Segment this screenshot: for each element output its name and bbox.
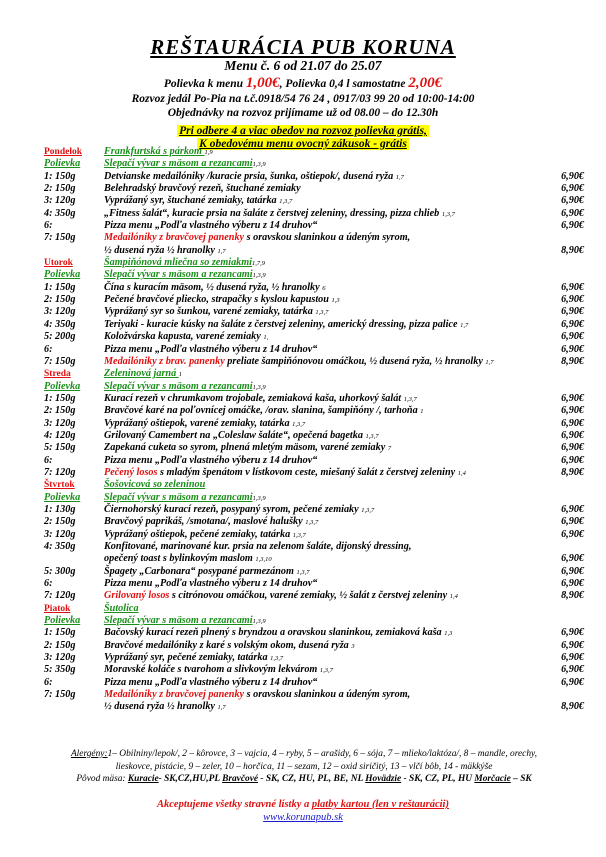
allergen-codes: 1,3,7 <box>361 506 375 514</box>
menu-row <box>44 590 584 602</box>
price: 6,90€ <box>561 676 584 688</box>
meat-type: Hovädzie <box>365 774 402 784</box>
price: 8,90€ <box>561 701 584 713</box>
dish-description: Slepačí vývar s mäsom a rezancami1,3,9 <box>104 269 266 281</box>
item-weight: 1: 150g <box>44 170 76 182</box>
dish-description: Pizza menu „Podľa vlastného výberu z 14 druhov“ <box>104 343 318 355</box>
item-weight: 5: 350g <box>44 664 76 676</box>
price: 8,90€ <box>561 244 584 256</box>
item-weight: 3: 120g <box>44 652 76 664</box>
restaurant-title: REŠTAURÁCIA PUB KORUNA <box>150 35 456 59</box>
menu-row <box>44 504 584 516</box>
meat-type: Kuracie <box>127 774 159 784</box>
allergen-codes: 1,3,7 <box>292 531 306 539</box>
price: 6,90€ <box>561 652 584 664</box>
item-weight: 7: 150g <box>44 355 76 367</box>
menu-row <box>44 467 584 479</box>
menu-row <box>44 615 584 627</box>
price: 6,90€ <box>561 306 584 318</box>
allergen-codes: 1,3,7 <box>292 420 306 428</box>
item-weight: 2: 150g <box>44 639 76 651</box>
dish-description: Bravčové medailóniky z karé s volským okom, dusená ryža 3 <box>104 639 355 651</box>
dish-description: Pečený losos s mladým špenátom v lístkovom ceste, miešaný šalát z čerstvej zeleniny 1,4 <box>104 466 466 478</box>
dish-description: Kurací rezeň v chrumkavom trojobale, zemiaková kaša, uhorkový šalát 1,3,7 <box>104 392 417 404</box>
allergen-codes: 1,7,9 <box>252 260 266 268</box>
price: 6,90€ <box>561 664 584 676</box>
dish-description: Šošovicová so zeleninou <box>104 479 206 491</box>
menu-row <box>44 306 584 318</box>
meat-type: Morčacie <box>474 774 511 784</box>
menu-row <box>44 677 584 689</box>
item-weight: 3: 120g <box>44 528 76 540</box>
card-payment-link[interactable]: platby kartou (len v reštaurácii) <box>311 799 449 810</box>
website-link[interactable]: www.korunapub.sk <box>263 812 343 823</box>
item-weight: 3: 120g <box>44 417 76 429</box>
dish-description: Pizza menu „Podľa vlastného výberu z 14 druhov“ <box>104 454 318 466</box>
dish-description: ½ dusená ryža ½ hranolky 1,7 <box>104 701 226 713</box>
allergen-codes: 1,4 <box>457 469 466 477</box>
allergen-codes: 1,3,7 <box>403 395 417 403</box>
menu-row <box>44 664 584 676</box>
allergen-codes: 1,3,7 <box>441 210 455 218</box>
soup-solo-price: 2,00€ <box>408 75 443 91</box>
price: 6,90€ <box>561 417 584 429</box>
menu-row <box>44 627 584 639</box>
item-weight: 2: 150g <box>44 294 76 306</box>
menu-row <box>44 553 584 565</box>
meat-countries: - SK, CZ, HU, PL, BE, NL <box>258 774 366 784</box>
allergen-codes: 1,3,7 <box>270 655 284 663</box>
allergen-codes: 6 <box>322 284 326 292</box>
item-weight: 4: 350g <box>44 541 76 552</box>
price: 6,90€ <box>561 578 584 590</box>
dish-description: Konfitované, marinované kur. prsia na zelenom šaláte, dijonský dressing, <box>104 541 412 552</box>
dish-description: Vyprážaný oštiepok, pečené zemiaky, tatárka 1,3,7 <box>104 528 306 540</box>
dish-description: Slepačí vývar s mäsom a rezancami1,3,9 <box>104 491 266 503</box>
allergen-codes: 1,3 <box>331 297 340 305</box>
allergen-codes: 1,3,9 <box>252 618 266 626</box>
item-weight: 6: <box>44 676 53 688</box>
menu-row <box>44 294 584 306</box>
menu-row <box>44 516 584 528</box>
allergen-codes: 1,7 <box>460 321 469 329</box>
promo-line-1: Pri odbere 4 a viac obedov na rozvoz polievka grátis, <box>179 125 427 137</box>
item-weight: 6: <box>44 454 53 466</box>
dish-description: Vyprážaný syr, pečené zemiaky, tatárka 1,3,7 <box>104 652 284 664</box>
allergen-codes: 1,3,7 <box>305 519 319 527</box>
price: 6,90€ <box>561 516 584 528</box>
allergen-codes: 1 <box>178 371 182 379</box>
allergen-codes: 1,3,9 <box>252 494 266 502</box>
allergen-codes: 1,7 <box>395 173 404 181</box>
menu-row <box>44 356 584 368</box>
dish-description: Frankfurtská s párkom 1,9 <box>104 146 213 157</box>
allergen-codes: 1,7 <box>485 358 494 366</box>
item-weight: 7: 150g <box>44 232 76 244</box>
allergen-codes: 1,7 <box>217 247 226 255</box>
item-weight: 1: 150g <box>44 627 76 639</box>
soup-menu-price: 1,00€ <box>245 75 280 91</box>
price: 6,90€ <box>561 392 584 404</box>
dish-description: „Fitness šalát“, kuracie prsia na šaláte z čerstvej zeleniny, dressing, pizza chlieb 1,3,7 <box>104 207 455 219</box>
price: 6,90€ <box>561 405 584 417</box>
dish-description: Bravčový paprikáš, /smotana/, maslové halušky 1,3,7 <box>104 516 319 528</box>
price: 6,90€ <box>561 442 584 454</box>
day-label: Pondelok <box>44 147 83 157</box>
item-weight: Polievka <box>44 491 81 503</box>
menu-row <box>44 418 584 430</box>
allergen-codes: 1,3,10 <box>255 556 272 564</box>
dish-description: Vyprážaný syr, štuchané zemiaky, tatárka 1,3,7 <box>104 195 293 207</box>
menu-row <box>44 455 584 467</box>
menu-row <box>44 171 584 183</box>
allergen-codes: 1,3,9 <box>252 272 266 280</box>
price: 6,90€ <box>561 639 584 651</box>
menu-row <box>44 282 584 294</box>
price: 6,90€ <box>561 183 584 195</box>
menu-row <box>44 701 584 713</box>
item-weight: Polievka <box>44 615 81 627</box>
price: 6,90€ <box>561 454 584 466</box>
item-weight: 7: 120g <box>44 590 76 602</box>
menu-row <box>44 442 584 454</box>
price: 6,90€ <box>561 195 584 207</box>
soup-price-line: Polievka k menu 1,00€, Polievka 0,4 l samostatne 2,00€ <box>163 75 443 91</box>
item-weight: Polievka <box>44 269 81 281</box>
day-label: Piatok <box>44 603 71 614</box>
price: 6,90€ <box>561 331 584 343</box>
allergen-codes: 1,3,7 <box>279 198 293 206</box>
dish-description: ½ dusená ryža ½ hranolky 1,7 <box>104 244 226 256</box>
meat-origin: Pôvod mäsa: Kuracie- SK,CZ,HU,PL Bravčové - SK, CZ, HU, PL, BE, NL Hovädzie - SK, CZ, PL, HU Morčacie – SK <box>76 774 532 784</box>
price: 6,90€ <box>561 170 584 182</box>
dish-description: Slepačí vývar s mäsom a rezancami1,3,9 <box>104 615 266 627</box>
item-weight: 1: 150g <box>44 281 76 293</box>
dish-description: Medailóniky z brav. panenky preliate šampiňónovou omáčkou, ½ dusená ryža, ½ hranolky 1,7 <box>104 355 494 367</box>
item-weight: 5: 200g <box>44 331 76 343</box>
menu-row <box>44 566 584 578</box>
allergen-codes: 1,3,7 <box>296 568 310 576</box>
menu-row <box>44 195 584 207</box>
dish-description: Bravčové karé na poľovnícej omáčke, /orav. slanina, šampiňóny /, tarhoňa 1 <box>104 405 424 417</box>
menu-row <box>44 578 584 590</box>
allergen-codes: 1,3,7 <box>315 309 329 317</box>
item-weight: 4: 350g <box>44 318 76 330</box>
menu-row <box>44 603 584 615</box>
allergen-codes: 1,3,9 <box>252 383 266 391</box>
dish-description: Čiernohorský kurací rezeň, posypaný syrom, pečené zemiaky 1,3,7 <box>104 503 375 515</box>
menu-row <box>44 208 584 220</box>
menu-row <box>44 183 584 195</box>
menu-row <box>44 405 584 417</box>
dish-description: Teriyaki - kuracie kúsky na šaláte z čerstvej zeleniny, americký dressing, pizza palice 1,7 <box>104 318 469 330</box>
dish-description: Šutolica <box>104 602 139 614</box>
item-weight: 5: 300g <box>44 565 76 577</box>
allergen-codes: 1,9 <box>204 149 213 156</box>
menu-row <box>44 158 584 170</box>
day-label: Štvrtok <box>44 480 75 491</box>
allergen-codes: 1,3,7 <box>365 432 379 440</box>
allergen-codes: 1,3,9 <box>252 161 266 169</box>
allergen-codes: 1, <box>263 334 269 342</box>
allergen-codes: 7 <box>387 445 392 453</box>
allergen-legend: Alergény:1– Obilniny/lepok/, 2 – kôrovce, 3 – vajcia, 4 – ryby, 5 – arašidy, 6 – sója, 7 – mlieko/laktóza/, 8 – mandle, orechy, lieskovce, pistácie, 9 – zeler, 10 – horčica, 11 – sezam, 12 – oxid siričitý, 13 – vlčí bôb, 14 - mäkkýše Pôvod mäsa: Kuracie- SK,CZ,HU,PL Bravčové - SK, CZ, HU, PL, BE, NL Hovädzie - SK, CZ, PL, HU Morčacie – SK <box>28 748 580 786</box>
meat-countries: - SK,CZ,HU,PL <box>158 774 223 784</box>
allergen-codes: 1 <box>420 408 424 416</box>
weekly-menu-table <box>44 146 584 714</box>
dish-description: Grilovaný losos s citrónovou omáčkou, varené zemiaky, ½ šalát z čerstvej zeleniny 1,4 <box>104 590 458 602</box>
dish-description: Slepačí vývar s mäsom a rezancami1,3,9 <box>104 380 266 392</box>
delivery-info: Rozvoz jedál Po-Pia na t.č.0918/54 76 24 , 0917/03 99 20 od 10:00-14:00 <box>131 93 475 105</box>
price: 6,90€ <box>561 281 584 293</box>
price: 6,90€ <box>561 553 584 565</box>
item-weight: 1: 130g <box>44 503 76 515</box>
dish-description: Medailóniky z bravčovej panenky s oravskou slaninkou a údeným syrom, <box>104 232 411 244</box>
price: 6,90€ <box>561 503 584 515</box>
dish-description: Grilovaný Camembert na „Coleslaw šaláte“, opečená bagetka 1,3,7 <box>104 429 379 441</box>
meat-countries: - SK, CZ, PL, HU <box>401 774 475 784</box>
dish-description: Medailóniky z bravčovej panenky s oravskou slaninkou a údeným syrom, <box>104 689 411 701</box>
price: 6,90€ <box>561 220 584 232</box>
item-weight: 6: <box>44 578 53 590</box>
meat-type: Bravčové <box>222 774 259 784</box>
menu-row <box>44 220 584 232</box>
menu-row <box>44 269 584 281</box>
item-weight: 2: 150g <box>44 405 76 417</box>
menu-row <box>44 479 584 491</box>
price: 8,90€ <box>561 466 584 478</box>
dish-description: Vyprážaný oštiepok, varené zemiaky, tatárka 1,3,7 <box>104 417 306 429</box>
dish-description: Moravské koláče s tvarohom a slivkovým lekvárom 1,3,7 <box>104 664 333 676</box>
dish-description: Pizza menu „Podľa vlastného výberu z 14 druhov“ <box>104 578 318 590</box>
dish-description: Bačovský kurací rezeň plnený s bryndzou a oravskou slaninkou, zemiaková kaša 1,3 <box>104 627 453 639</box>
order-hours: Objednávky na rozvoz prijímame už od 08.00 – do 12.30h <box>167 107 439 119</box>
dish-description: Vyprážaný syr so šunkou, varené zemiaky, tatárka 1,3,7 <box>104 306 329 318</box>
menu-row <box>44 344 584 356</box>
menu-row <box>44 492 584 504</box>
menu-row <box>44 319 584 331</box>
dish-description: opečený toast s bylinkovým maslom 1,3,10 <box>104 553 272 565</box>
menu-row <box>44 232 584 244</box>
item-weight: 1: 150g <box>44 392 76 404</box>
price: 6,90€ <box>561 627 584 639</box>
item-weight: Polievka <box>44 380 81 392</box>
promo-line-2: K obedovému menu ovocný zákusok - grátis <box>199 138 407 150</box>
dish-description: Belehradský bravčový rezeň, štuchané zemiaky <box>104 183 301 195</box>
day-label: Streda <box>44 369 71 380</box>
item-weight: 6: <box>44 343 53 355</box>
dish-description: Koložvárska kapusta, varené zemiaky 1, <box>104 331 269 343</box>
dish-description: Špagety „Carbonara“ posypané parmezánom 1,3,7 <box>104 565 310 577</box>
item-weight: 4: 350g <box>44 207 76 219</box>
price: 6,90€ <box>561 528 584 540</box>
dish-description: Pizza menu „Podľa vlastného výberu z 14 druhov“ <box>104 220 318 232</box>
menu-row <box>44 541 584 553</box>
allergen-codes: 1,3 <box>444 630 453 638</box>
menu-row <box>44 368 584 380</box>
allergen-codes: 1,3,7 <box>319 667 333 675</box>
item-weight: 3: 120g <box>44 306 76 318</box>
price: 8,90€ <box>561 590 584 602</box>
dish-description: Pečené bravčové pliecko, strapačky s kyslou kapustou 1,3 <box>104 294 340 306</box>
item-weight: 6: <box>44 220 53 232</box>
dish-description: Detvianske medailóniky /kuracie prsia, šunka, oštiepok/, dusená ryža 1,7 <box>104 170 404 182</box>
item-weight: 3: 120g <box>44 195 76 207</box>
item-weight: Polievka <box>44 158 81 170</box>
price: 6,90€ <box>561 294 584 306</box>
item-weight: 2: 150g <box>44 516 76 528</box>
dish-description: Zapekaná cuketa so syrom, plnená mletým mäsom, varené zemiaky 7 <box>104 442 392 454</box>
allergen-codes: 1,7 <box>217 704 226 712</box>
dish-description: Šampiňónová mliečna so zemiakmi1,7,9 <box>104 257 266 269</box>
price: 6,90€ <box>561 318 584 330</box>
menu-period: Menu č. 6 od 21.07 do 25.07 <box>224 58 382 73</box>
allergen-codes: 3 <box>351 642 355 650</box>
dish-description: Pizza menu „Podľa vlastného výberu z 14 druhov“ <box>104 676 318 688</box>
menu-row <box>44 529 584 541</box>
payment-info: Akceptujeme všetky stravné lístky a platby kartou (len v reštaurácii) <box>157 799 449 810</box>
menu-row <box>44 331 584 343</box>
menu-row <box>44 257 584 269</box>
day-label: Utorok <box>44 258 73 269</box>
price: 6,90€ <box>561 343 584 355</box>
menu-row <box>44 689 584 701</box>
item-weight: 5: 150g <box>44 442 76 454</box>
dish-description: Čína s kuracím mäsom, ½ dusená ryža, ½ hranolky 6 <box>104 281 326 293</box>
menu-row <box>44 640 584 652</box>
item-weight: 7: 150g <box>44 689 76 701</box>
price: 6,90€ <box>561 207 584 219</box>
dish-description: Slepačí vývar s mäsom a rezancami1,3,9 <box>104 158 266 170</box>
price: 8,90€ <box>561 355 584 367</box>
menu-row <box>44 146 584 158</box>
item-weight: 4: 120g <box>44 429 76 441</box>
price: 6,90€ <box>561 429 584 441</box>
item-weight: 2: 150g <box>44 183 76 195</box>
dish-description: Zeleninová jarná 1 <box>104 368 182 380</box>
menu-row <box>44 652 584 664</box>
menu-row <box>44 245 584 257</box>
allergen-codes: 1,4 <box>449 593 458 601</box>
menu-row <box>44 430 584 442</box>
price: 6,90€ <box>561 565 584 577</box>
menu-row <box>44 381 584 393</box>
menu-row <box>44 393 584 405</box>
meat-countries: – SK <box>510 774 532 784</box>
item-weight: 7: 120g <box>44 466 76 478</box>
